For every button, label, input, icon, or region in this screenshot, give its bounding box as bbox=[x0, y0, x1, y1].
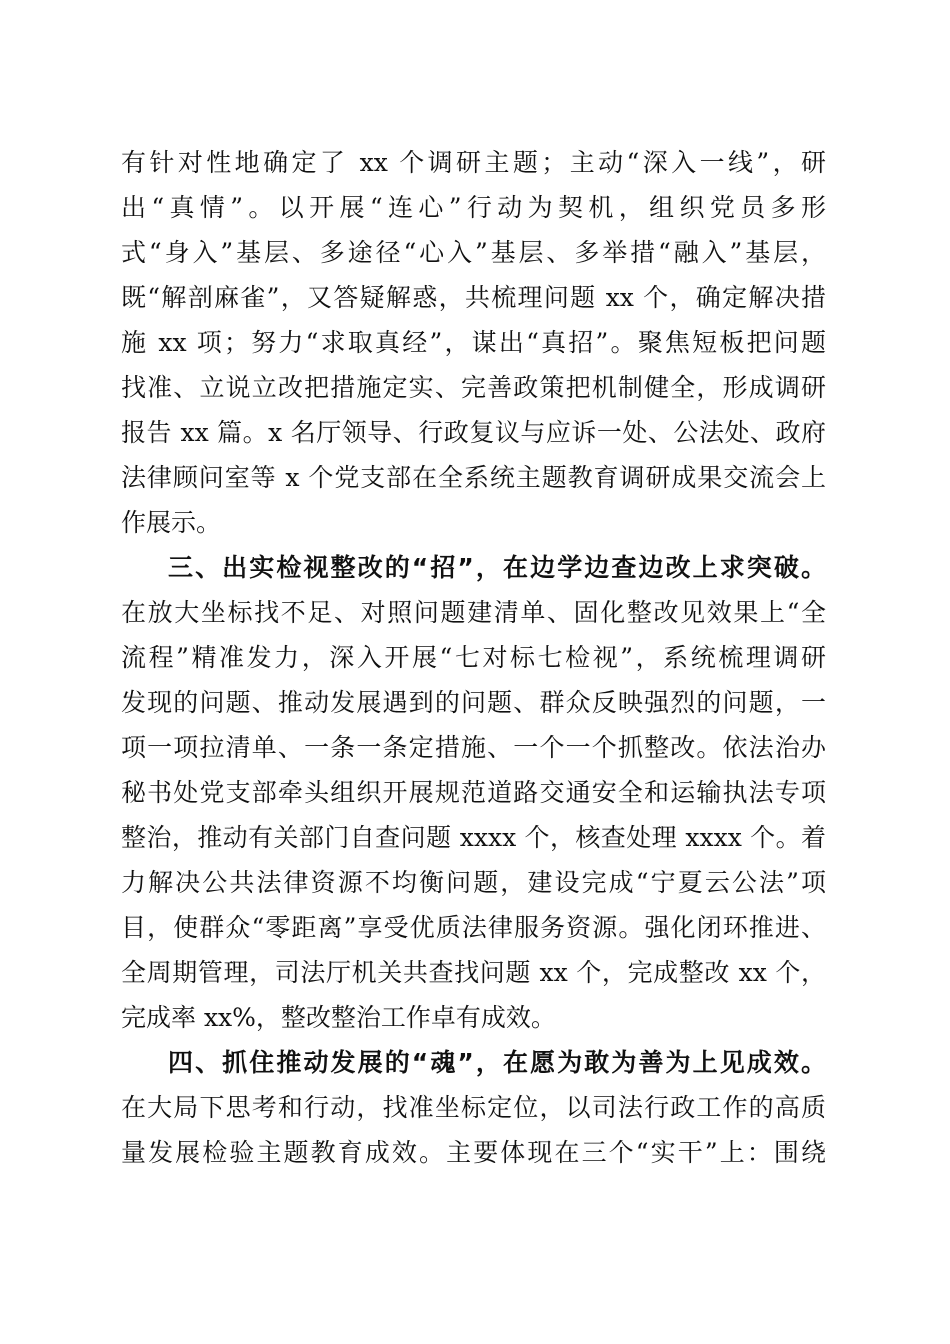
body-text-line: 流程”精准发力，深入开展“七对标七检视”，系统梳理调研 bbox=[121, 643, 826, 672]
body-text-line: 全周期管理，司法厅机关共查找问题 xx 个，完成整改 xx 个， bbox=[121, 958, 826, 987]
body-text-line: 有针对性地确定了 xx 个调研主题；主动“深入一线”，研 bbox=[121, 148, 826, 177]
body-text-line: 在放大坐标找不足、对照问题建清单、固化整改见效果上“全 bbox=[121, 598, 826, 627]
body-text-line: 作展示。 bbox=[121, 508, 222, 537]
body-text-line: 既“解剖麻雀”，又答疑解惑，共梳理问题 xx 个，确定解决措 bbox=[121, 283, 826, 312]
body-text-line: 式“身入”基层、多途径“心入”基层、多举措“融入”基层， bbox=[121, 238, 826, 267]
body-text-line: 报告 xx 篇。x 名厅领导、行政复议与应诉一处、公法处、政府 bbox=[121, 418, 826, 447]
body-text-line: 秘书处党支部牵头组织开展规范道路交通安全和运输执法专项 bbox=[121, 778, 826, 807]
body-text-line: 量发展检验主题教育成效。主要体现在三个“实干”上：围绕 bbox=[121, 1138, 826, 1167]
body-text-line: 完成率 xx%，整改整治工作卓有成效。 bbox=[121, 1003, 556, 1032]
body-text-line: 目，使群众“零距离”享受优质法律服务资源。强化闭环推进、 bbox=[121, 913, 826, 942]
section-heading: 四、抓住推动发展的“魂”，在愿为敢为善为上见成效。 bbox=[168, 1048, 826, 1077]
body-text-line: 法律顾问室等 x 个党支部在全系统主题教育调研成果交流会上 bbox=[121, 463, 826, 492]
body-text-line: 找准、立说立改把措施定实、完善政策把机制健全，形成调研 bbox=[121, 373, 826, 402]
section-heading: 三、出实检视整改的“招”，在边学边查边改上求突破。 bbox=[168, 553, 826, 582]
body-text-line: 发现的问题、推动发展遇到的问题、群众反映强烈的问题，一 bbox=[121, 688, 826, 717]
body-text-line: 力解决公共法律资源不均衡问题，建设完成“宁夏云公法”项 bbox=[121, 868, 826, 897]
body-text-line: 项一项拉清单、一条一条定措施、一个一个抓整改。依法治办 bbox=[121, 733, 826, 762]
body-text-line: 整治，推动有关部门自查问题 xxxx 个，核查处理 xxxx 个。着 bbox=[121, 823, 826, 852]
body-text-line: 施 xx 项；努力“求取真经”，谋出“真招”。聚焦短板把问题 bbox=[121, 328, 826, 357]
body-text-line: 出“真情”。以开展“连心”行动为契机，组织党员多形 bbox=[121, 193, 826, 222]
body-text-line: 在大局下思考和行动，找准坐标定位，以司法行政工作的高质 bbox=[121, 1093, 826, 1122]
